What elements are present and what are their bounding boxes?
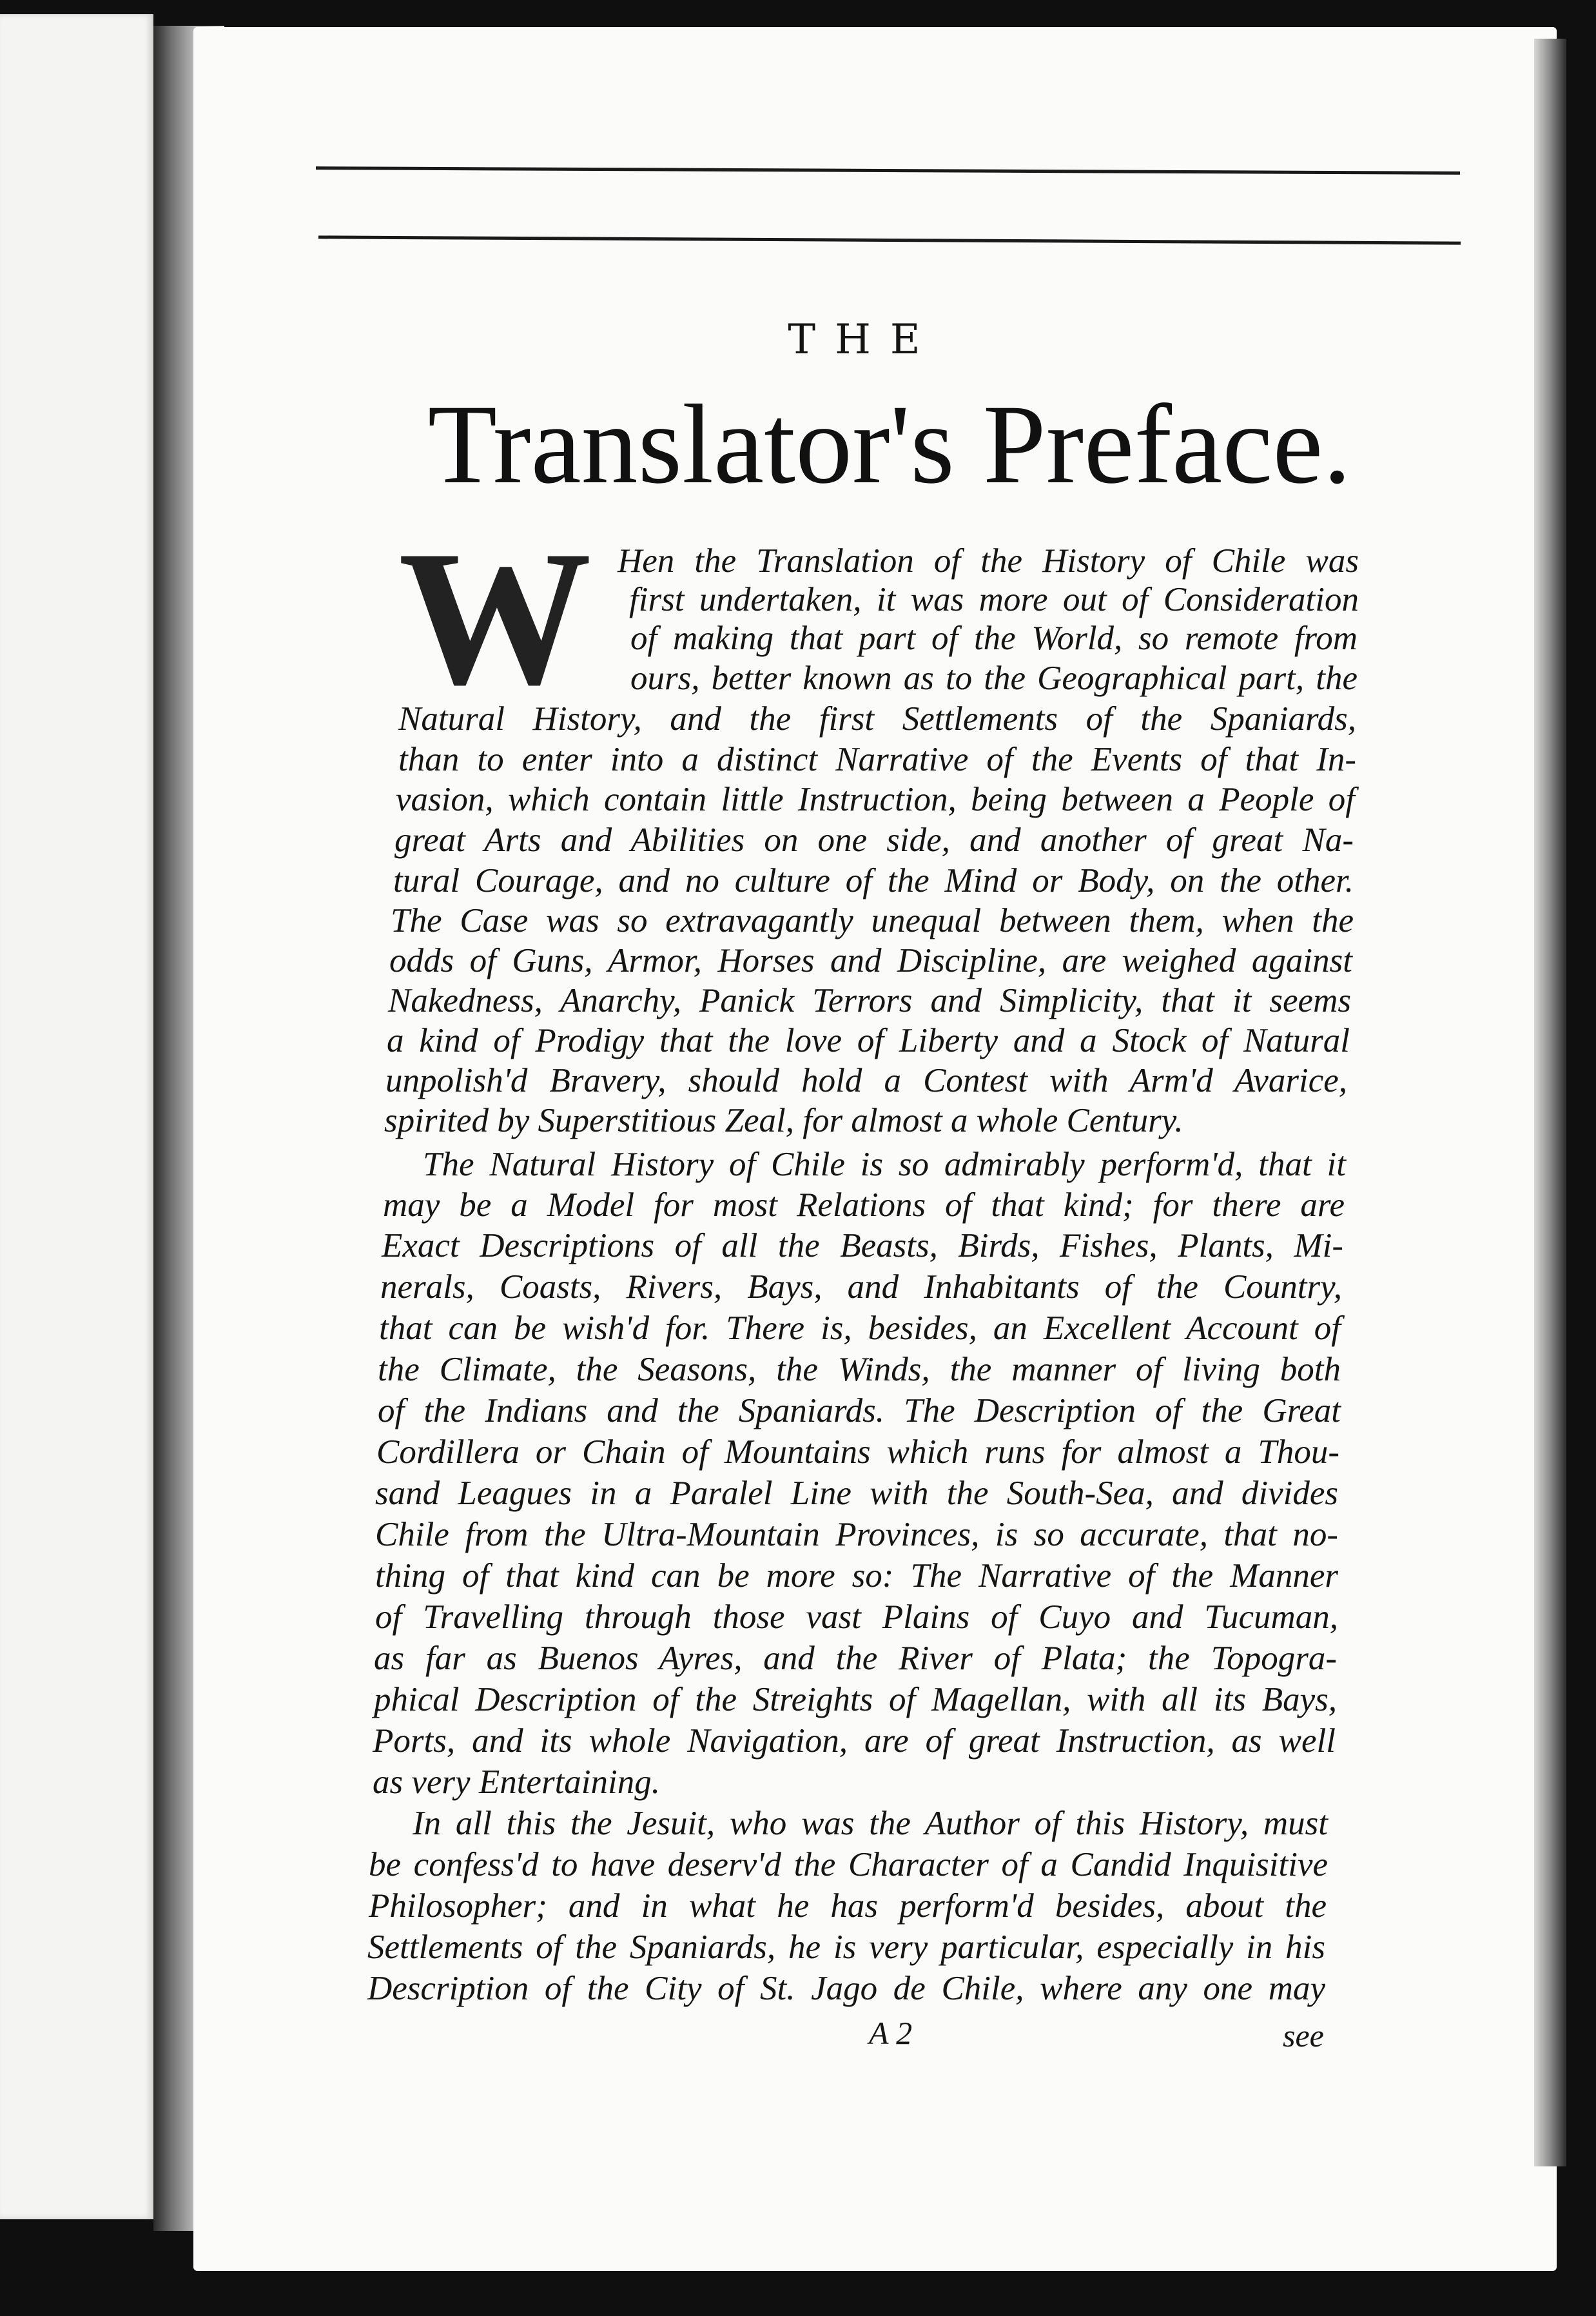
text-line: phical Description of the Streights of Magellan, with all its Bays, xyxy=(374,1681,1337,1718)
text-line: Cordillera or Chain of Mountains which runs for almost a Thou- xyxy=(376,1433,1339,1471)
text-line: sand Leagues in a Paralel Line with the South-Sea, and divides xyxy=(375,1475,1338,1512)
text-line: as very Entertaining. xyxy=(373,1763,660,1801)
text-line: Philosopher; and in what he has perform'd besides, about the xyxy=(369,1887,1327,1925)
text-line: a kind of Prodigy that the love of Liberty and a Stock of Natural xyxy=(387,1022,1350,1059)
text-line: of Travelling through those vast Plains of Cuyo and Tucuman, xyxy=(375,1598,1338,1636)
text-line: Natural History, and the first Settlements of the Spaniards, xyxy=(398,700,1356,738)
text-line: that can be wish'd for. There is, besides, an Excellent Account of xyxy=(379,1310,1341,1347)
text-line: vasion, which contain little Instruction, being between a People of xyxy=(396,781,1355,818)
text-line: be confess'd to have deserv'd the Character of a Candid Inquisitive xyxy=(369,1846,1328,1883)
text-line: spirited by Superstitious Zeal, for almost a whole Century. xyxy=(384,1102,1183,1139)
text-line: the Climate, the Seasons, the Winds, the manner of living both xyxy=(378,1351,1341,1388)
text-line: odds of Guns, Armor, Horses and Discipline, are weighed against xyxy=(389,942,1352,979)
text-line: of the Indians and the Spaniards. The Description of the Great xyxy=(378,1392,1341,1429)
heading-the: THE xyxy=(788,316,940,364)
text-line: Exact Descriptions of all the Beasts, Birds, Fishes, Plants, Mi- xyxy=(382,1227,1343,1264)
text-line: ours, better known as to the Geographical part, the xyxy=(630,660,1358,697)
signature-mark: A 2 xyxy=(869,2015,913,2051)
text-line: Ports, and its whole Navigation, are of great Instruction, as well xyxy=(373,1722,1336,1760)
text-line: may be a Model for most Relations of that kind; for there are xyxy=(383,1186,1345,1224)
text-line: tural Courage, and no culture of the Mind or Body, on the other. xyxy=(393,862,1354,899)
text-line: Chile from the Ultra-Mountain Provinces, is so accurate, that no- xyxy=(375,1516,1338,1553)
text-line: of making that part of the World, so remote from xyxy=(630,620,1358,657)
text-line: nerals, Coasts, Rivers, Bays, and Inhabitants of the Country, xyxy=(380,1268,1342,1306)
text-line: Nakedness, Anarchy, Panick Terrors and Simplicity, that it seems xyxy=(388,982,1351,1019)
text-line: than to enter into a distinct Narrative of the Events of that In- xyxy=(398,741,1356,778)
text-line: Hen the Translation of the History of Chile was xyxy=(618,542,1359,580)
catchword: see xyxy=(1283,2017,1324,2054)
text-line: Settlements of the Spaniards, he is very particular, especially in his xyxy=(367,1928,1325,1966)
text-line: thing of that kind can be more so: The Narrative of the Manner xyxy=(375,1557,1338,1595)
text-line: Description of the City of St. Jago de Chile, where any one may xyxy=(367,1970,1325,2007)
text-line: as far as Buenos Ayres, and the River of Plata; the Topogra- xyxy=(374,1640,1337,1677)
text-line: first undertaken, it was more out of Consideration xyxy=(629,581,1359,618)
left-page-edge xyxy=(0,14,153,2219)
text-line: The Case was so extravagantly unequal between them, when the xyxy=(391,902,1354,939)
drop-cap: W xyxy=(398,511,592,725)
text-line: unpolish'd Bravery, should hold a Contest with Arm'd Avarice, xyxy=(385,1062,1347,1099)
right-page-edge xyxy=(1534,39,1566,2166)
text-line: The Natural History of Chile is so admirably perform'd, that it xyxy=(423,1146,1346,1183)
text-line: In all this the Jesuit, who was the Author of this History, must xyxy=(413,1805,1328,1842)
text-line: great Arts and Abilities on one side, and another of great Na- xyxy=(394,821,1354,859)
page-title: Translator's Preface. xyxy=(427,382,1352,507)
